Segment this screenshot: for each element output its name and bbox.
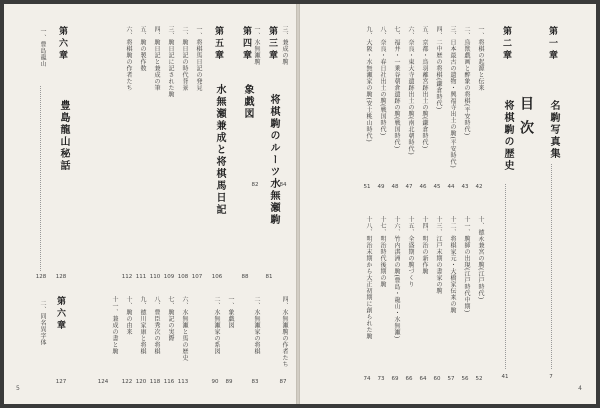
history-entry-3: 三、日本最古の遺物・興福寺出土の駒(平安時代) [449,26,456,169]
chapter5-entry-1-page: 107 [191,274,203,280]
history-entry-12-page: 57 [447,376,455,382]
history-entry-14: 十四、明治の新作駒 [421,216,428,275]
chapter6-entry-1: 一、豊島龍山 [39,28,46,67]
chapter5-bottom-entry-6-page: 124 [97,379,109,385]
chapter5-page: 106 [211,274,223,280]
chapter2-label: 第二章 [501,26,511,62]
history-entry-3-page: 44 [447,184,455,190]
chapter5-entry-5: 五、駒の製作数 [139,26,146,72]
history-entry-6-page: 47 [405,184,413,190]
chapter5-entry-3-page: 109 [163,274,175,280]
chapter5-entry-4-page: 110 [149,274,161,280]
chapter5-entry-6-page: 112 [121,274,133,280]
chapter3-entry-2: 二、水無瀬家の将棋 [253,296,260,355]
history-entry-6: 六、奈良・東大寺遺跡出土の駒(南北朝時代) [407,26,414,156]
chapter2-title: 将棋駒の歴史 [502,100,513,172]
chapter5-bottom-entry-3-page: 118 [149,379,161,385]
history-entry-11: 十一、駒師の出現(江戸時代中期) [463,216,470,313]
history-entry-1: 一、将棋の起源と伝来 [477,26,484,91]
chapter3-entry-1-page: 82 [251,182,259,188]
history-entry-8: 八、奈良・春日社出土の駒(戦国時代) [379,26,386,136]
chapter5-entry-1: 一、将棋馬日記の発見 [195,26,202,91]
chapter4-label: 第四章 [241,26,251,62]
history-entry-10: 十、徳永兼宮の駒(江戸時代) [477,216,484,300]
history-entry-2: 二、鳥獣戯画と醉象の将棋(平安時代) [463,26,470,136]
history-entry-13-page: 60 [433,376,441,382]
dot-leader [505,184,506,369]
chapter5-bottom-entry-5: 十、駒の由来 [125,296,132,335]
history-entry-5: 五、京都・鳥羽離宮跡出土の駒(鎌倉時代) [421,26,428,149]
history-entry-4: 四、二中歴の将棋(鎌倉時代) [435,26,442,110]
chapter2-page: 41 [501,374,509,380]
chapter5-bottom-entry-4-page: 120 [135,379,147,385]
history-entry-16: 十六、竹内淇洲の駒(豊島・龍山・水無瀬) [393,216,400,339]
chapter5-bottom-entry-6: 十一、兼成の書と駒 [111,296,118,355]
history-entry-8-page: 49 [377,184,385,190]
history-entry-9-page: 51 [363,184,371,190]
chapter4-entry-2-page: 90 [211,379,219,385]
chapter4-page: 88 [241,274,249,280]
chapter6-label: 第六章 [57,26,67,62]
history-entry-11-page: 56 [461,376,469,382]
left-page [4,4,296,404]
chapter3-page: 81 [265,274,273,280]
chapter6-label-bottom: 第六章 [55,296,65,332]
chapter6-page: 128 [55,274,67,280]
chapter5-entry-2: 二、駒日記の時代背景 [181,26,188,91]
chapter3-title: 将棋駒のルーツ水無瀬駒 [268,94,279,226]
chapter4-entry-1-page: 89 [225,379,233,385]
chapter5-entry-4: 四、駒日記と兼成の筆 [153,26,160,91]
left-page-number: 5 [16,385,20,392]
chapter6-title: 豊島龍山秘話 [58,100,69,172]
chapter1-title: 名駒写真集 [548,100,559,160]
chapter3-label: 第三章 [267,26,277,62]
history-entry-2-page: 43 [461,184,469,190]
history-entry-14-page: 64 [419,376,427,382]
chapter5-title: 水無瀬兼成と将棋馬日記 [214,84,225,216]
history-entry-5-page: 46 [419,184,427,190]
history-entry-10-page: 52 [475,376,483,382]
dot-leader [551,164,552,369]
chapter5-entry-5-page: 111 [135,274,147,280]
history-entry-4-page: 45 [433,184,441,190]
chapter5-entry-6: 六、将棋駒の作者たち [125,26,132,91]
chapter3-entry-3-page: 84 [279,182,287,188]
chapter1-page: 7 [549,374,553,380]
history-entry-15: 十五、全盛期の駒づくり [407,216,414,288]
chapter5-label: 第五章 [213,26,223,62]
history-entry-1-page: 42 [475,184,483,190]
history-entry-7-page: 48 [391,184,399,190]
history-entry-18-page: 74 [363,376,371,382]
chapter1-label: 第一章 [547,26,557,62]
chapter5-bottom-entry-3: 八、豊臣秀次の将棋 [153,296,160,355]
right-page [300,4,596,404]
chapter5-bottom-entry-4: 九、徳川家康と将棋 [139,296,146,355]
history-entry-18: 十八、明治末期から大正初期に創られた駒 [365,216,372,340]
chapter6-entry-1-page: 128 [35,274,47,280]
history-entry-17-page: 73 [377,376,385,382]
chapter5-bottom-entry-1: 六、水無瀬と馬の歴史 [181,296,188,361]
dot-leader [40,86,41,271]
chapter3-entry-1: 一、水無瀬駒 [253,26,260,65]
history-entry-17: 十七、明治時代後期の駒 [379,216,386,288]
chapter5-entry-2-page: 108 [177,274,189,280]
history-entry-15-page: 66 [405,376,413,382]
chapter5-bottom-entry-5-page: 122 [121,379,133,385]
chapter5-entry-3: 三、駒日記に記された駒 [167,26,174,98]
chapter5-bottom-entry-2: 七、駒記の実際 [167,296,174,342]
chapter4-entry-2: 二、水無瀬家の系図 [213,296,220,355]
history-entry-16-page: 69 [391,376,399,382]
chapter3-entry-4-page: 87 [279,379,287,385]
history-entry-13: 十三、江戸末期の書家の駒 [435,216,442,294]
chapter4-entry-1: 一、象戯図 [227,296,234,329]
chapter5-bottom-entry-1-page: 113 [177,379,189,385]
chapter3-entry-4: 四、水無瀬駒の作者たち [281,296,288,368]
chapter5-bottom-entry-2-page: 116 [163,379,175,385]
history-entry-12: 十二、将棋家元・大橋家伝来の駒 [449,216,456,314]
chapter3-entry-3: 三、兼成の駒 [281,26,288,65]
toc-title: 目次 [518,96,534,144]
history-entry-7: 七、福井・一乗谷朝倉遺跡の駒(戦国時代) [393,26,400,149]
chapter3-entry-2-page: 83 [251,379,259,385]
history-entry-9: 九、大阪・水無瀬家の駒(安土桃山時代) [365,26,372,143]
chapter6-bottom-page: 127 [55,379,67,385]
right-page-number: 4 [578,385,582,392]
chapter6-entry-2: 二、同名異字体 [39,300,46,346]
chapter4-title: 象戯図 [242,84,253,120]
